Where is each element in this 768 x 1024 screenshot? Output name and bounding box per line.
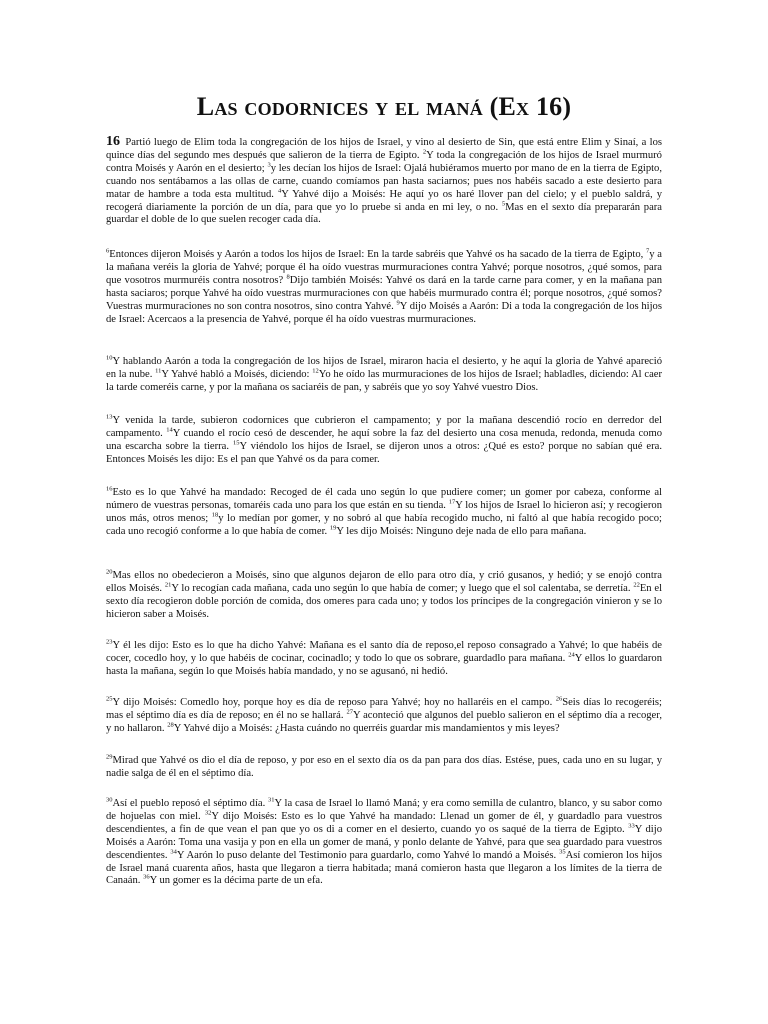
verse-number: 25 <box>106 695 113 703</box>
verse-text: Y toda la congregación de los hijos de Israel murmuró contra Moisés y Aarón en el desierto; <box>106 149 662 174</box>
verse-text: Y los hijos de Israel lo hicieron así; y recogieron unos más, otros menos; <box>106 499 662 524</box>
verse-text: Y les dijo Moisés: Ninguno deje nada de ello para mañana. <box>336 525 587 537</box>
verse-text: y lo medían por gomer, y no sobró al que había recogido mucho, ni faltó al que había recogido poco; cada uno recogió conforme a lo que había de comer. <box>106 512 662 537</box>
verse-text: y les decían los hijos de Israel: Ojalá hubiéramos muerto por mano de en la tierra de Egipto, cuando nos sentábamos a las ollas de carne, cuando comíamos pan hasta saciarnos; pues nos habéis sacado a este desierto para matar de hambre a toda esta multitud. <box>106 162 663 200</box>
paragraph-10 <box>106 798 662 888</box>
verse-text: Y cuando el rocío cesó de descender, he aquí sobre la faz del desierto una cosa menuda, redonda, menuda como una escarcha sobre la tierra. <box>106 427 662 452</box>
verse-text: Y un gomer es la décima parte de un efa. <box>149 875 323 887</box>
verse-number: 32 <box>204 809 212 817</box>
page-title: Las codornices y el maná (Ex 16) <box>196 92 572 121</box>
verse-number: 15 <box>232 439 240 447</box>
verse-number: 12 <box>312 367 319 375</box>
verse-number: 33 <box>628 822 635 830</box>
verse-text: Y lo recogían cada mañana, cada uno según lo que había de comer; y luego que el sol calentaba, se derretía. <box>171 582 631 594</box>
verse-number: 28 <box>167 721 174 729</box>
verse-number: 17 <box>448 498 456 506</box>
verse-text: Y viéndolo los hijos de Israel, se dijeron unos a otros: ¿Qué es esto? porque no sabían qué era. Entonces Moisés les dijo: Es el pan que Yahvé os da para comer. <box>106 440 662 465</box>
verse-text: Y Yahvé dijo a Moisés: He aquí yo os haré llover pan del cielo; y el pueblo saldrá, y recogerá diariamente la porción de un día, para que yo lo pruebe si anda en mi ley, o no. <box>106 188 662 213</box>
verse-number: 34 <box>170 848 177 856</box>
paragraph-9 <box>106 755 662 781</box>
verse-text: En el sexto día recogieron doble porción de comida, dos omeres para cada uno; y todos los príncipes de la congregación vinieron y se lo hicieron saber a Moisés. <box>106 582 663 620</box>
verse-number: 21 <box>164 581 172 589</box>
paragraph-7 <box>106 640 662 679</box>
verse-number: 2 <box>422 148 427 156</box>
verse-text: Y él les dijo: Esto es lo que ha dicho Yahvé: Mañana es el santo día de reposo,el reposo consagrado a Yahvé; lo que habéis de cocer, cocedlo hoy, y lo que habéis de cocinar, cocinadlo; y todo lo que os sobrare, guardadlo para mañana. <box>106 640 662 664</box>
verse-text: Entonces dijeron Moisés y Aarón a todos los hijos de Israel: En la tarde sabréis que Yahvé os ha sacado de la tierra de Egipto, <box>109 249 644 260</box>
paragraph-3 <box>106 356 662 395</box>
verse-number: 10 <box>106 354 113 362</box>
verse-text: Y Yahvé habló a Moisés, diciendo: <box>161 368 310 380</box>
verse-text: Y dijo Moisés: Esto es lo que Yahvé ha mandado: Llenad un gomer de él, y guardadlo para vuestros descendientes, a fin de que vean el pan que yo os di a comer en el desierto, cuando yo os saqué de la tierra de Egipto. <box>106 810 662 835</box>
verse-text: Así el pueblo reposó el séptimo día. <box>112 798 266 809</box>
verse-text: Así comieron los hijos de Israel maná cuarenta años, hasta que llegaron a tierra habitada; maná comieron hasta que llegaron a los límites de la tierra de Canaán. <box>106 849 663 887</box>
verse-number: 29 <box>106 753 113 761</box>
verse-text: Y la casa de Israel lo llamó Maná; y era como semilla de culantro, blanco, y su sabor como de hojuelas con miel. <box>106 798 663 822</box>
verse-number: 26 <box>555 695 563 703</box>
verse-text: y a la mañana veréis la gloria de Yahvé; porque él ha oído vuestras murmuraciones contra Yahvé; porque nosotros, ¿qué somos, para que vosotros murmuréis contra nosotros? <box>106 249 663 286</box>
verse-text: Seis días lo recogeréis; mas el séptimo día es día de reposo; en él no se hallará. <box>106 697 662 721</box>
verse-number: 23 <box>106 638 113 646</box>
verse-text: Y hablando Aarón a toda la congregación de los hijos de Israel, miraron hacia el desierto, y he aquí la gloria de Yahvé apareció en la nube. <box>106 356 662 380</box>
verse-number: 7 <box>646 247 650 255</box>
paragraph-1 <box>106 136 662 227</box>
verse-text: Y ellos lo guardaron hasta la mañana, según lo que Moisés había mandado, y no se agusanó, ni hedió. <box>106 652 662 677</box>
verse-text: Y dijo Moisés a Aarón: Di a toda la congregación de los hijos de Israel: Acercaos a la presencia de Yahvé, porque él ha oído vuestras murmuraciones. <box>106 300 662 325</box>
verse-text: Mas ellos no obedecieron a Moisés, sino que algunos dejaron de ello para otro día, y crió gusanos, y hedió; y se enojó contra ellos Moisés. <box>106 570 662 594</box>
verse-number: 35 <box>559 848 566 856</box>
verse-text: Y dijo Moisés a Aarón: Toma una vasija y pon en ella un gomer de maná, y ponlo delante de Yahvé, para que sea guardado para vuestros descendientes. <box>106 823 662 861</box>
verse-number: 31 <box>268 796 275 804</box>
verse-text: Y Yahvé dijo a Moisés: ¿Hasta cuándo no querréis guardar mis mandamientos y mis leyes? <box>173 722 560 734</box>
verse-text: Y dijo Moisés: Comedlo hoy, porque hoy es día de reposo para Yahvé; hoy no hallaréis en el campo. <box>112 697 553 708</box>
verse-number: 11 <box>155 367 162 375</box>
verse-text: Y aconteció que algunos del pueblo salieron en el séptimo día a recoger, y no hallaron. <box>106 709 662 734</box>
verse-number: 30 <box>106 796 113 804</box>
verse-number: 36 <box>143 873 150 881</box>
chapter-number: 16 <box>106 134 120 149</box>
paragraph-4 <box>106 415 662 467</box>
verse-number: 24 <box>568 651 575 659</box>
verse-number: 19 <box>329 524 337 532</box>
paragraph-8 <box>106 697 662 736</box>
verse-text: Yo he oído las murmuraciones de los hijos de Israel; habladles, diciendo: Al caer la tarde comeréis carne, y por la mañana os saciaréis de pan, y sabréis que yo soy Yahvé vuestro Dios. <box>106 368 663 393</box>
verse-number: 4 <box>277 187 282 195</box>
verse-text: Y Aarón lo puso delante del Testimonio para guardarlo, como Yahvé lo mandó a Moisés. <box>176 849 557 861</box>
verse-number: 22 <box>633 581 640 589</box>
verse-text: Esto es lo que Yahvé ha mandado: Recoged de él cada uno según lo que pudiere comer; un gomer por cabeza, conforme al número de vuestras personas, tomaréis cada uno para los que están en su tienda. <box>106 487 662 511</box>
verse-number: 8 <box>286 273 290 281</box>
verse-text: Mirad que Yahvé os dio el día de reposo, y por eso en el sexto día os da pan para dos días. Estése, pues, cada uno en su lugar, y nadie salga de él en el séptimo día. <box>106 755 662 779</box>
verse-number: 18 <box>211 511 219 519</box>
verse-number: 3 <box>267 161 271 169</box>
verse-number: 27 <box>346 708 353 716</box>
paragraph-2 <box>106 249 662 326</box>
paragraph-6 <box>106 570 662 622</box>
verse-text: Mas en el sexto día prepararán para guardar el doble de lo que suelen recoger cada día. <box>106 201 663 226</box>
verse-text: Partió luego de Elim toda la congregación de los hijos de Israel, y vino al desierto de Sin, que está entre Elim y Sinaí, a los quince días del segundo mes después que salieron de la tierra de Egipto. <box>106 137 662 161</box>
verse-number: 13 <box>106 413 113 421</box>
verse-number: 16 <box>106 485 113 493</box>
paragraph-5 <box>106 487 662 539</box>
verse-number: 20 <box>106 568 113 576</box>
verse-number: 5 <box>501 200 506 207</box>
verse-text: Y venida la tarde, subieron codornices que cubrieron el campamento; y por la mañana descendió rocío en derredor del campamento. <box>106 415 662 439</box>
verse-number: 6 <box>106 247 110 255</box>
verse-number: 9 <box>396 299 400 307</box>
verse-number: 14 <box>166 426 173 434</box>
verse-text: Dijo también Moisés: Yahvé os dará en la tarde carne para comer, y en la mañana pan hasta saciaros; porque Yahvé ha oído vuestras murmuraciones con que habéis murmurado contra él; porque nosotros, ¿qué somos? Vuestras murmuraciones no son contra nosotros, sino contra Yahvé. <box>106 274 662 312</box>
